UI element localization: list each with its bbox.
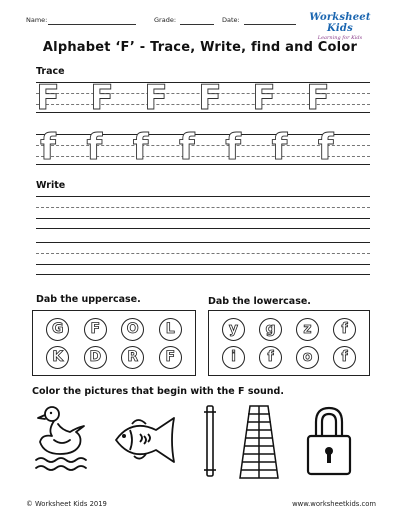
write-mid [36, 253, 370, 254]
write-bottom [36, 274, 370, 275]
grade-label: Grade: [154, 16, 177, 24]
dab-uppercase-label: Dab the uppercase. [36, 294, 141, 305]
trace-letter[interactable]: f [40, 127, 56, 168]
dab-letter-circle[interactable]: i [222, 346, 245, 369]
trace-letter[interactable]: F [144, 78, 168, 118]
write-lines-2[interactable] [36, 242, 370, 278]
padlock-icon[interactable] [304, 404, 354, 478]
trace-letter[interactable]: F [306, 78, 330, 118]
dab-letter-circle[interactable]: R [121, 346, 144, 369]
dab-lowercase-box [208, 310, 370, 376]
name-line [48, 24, 136, 25]
write-base [36, 218, 370, 219]
color-pictures [32, 404, 372, 484]
name-label: Name: [26, 16, 48, 24]
trace-lowercase-row [36, 127, 370, 168]
trace-letter[interactable]: f [271, 127, 288, 168]
dab-letter-circle[interactable]: L [159, 318, 182, 341]
trace-letter[interactable]: F [252, 78, 276, 118]
worksheet-header [26, 12, 378, 41]
flute-icon[interactable] [202, 404, 218, 478]
dab-letter-circle[interactable]: z [296, 318, 319, 341]
write-top [36, 242, 370, 243]
trace-letter[interactable]: f [225, 127, 241, 168]
dab-letter-circle[interactable]: F [84, 318, 107, 341]
dab-letter-circle[interactable]: g [259, 318, 282, 341]
date-field [222, 16, 240, 24]
write-base [36, 264, 370, 265]
trace-uppercase-row [36, 78, 370, 118]
dab-letter-circle[interactable]: F [159, 346, 182, 369]
dab-letter-circle[interactable]: G [46, 318, 69, 341]
grade-line [180, 24, 214, 25]
page-title: Alphabet ‘F’ - Trace, Write, find and Color [42, 40, 358, 55]
xylophone-icon[interactable] [236, 404, 282, 480]
footer-copyright: © Worksheet Kids 2019 [26, 500, 107, 508]
write-bottom [36, 228, 370, 229]
dab-letter-circle[interactable]: f [333, 346, 356, 369]
dab-letter-circle[interactable]: f [259, 346, 282, 369]
dab-letter-circle[interactable]: y [222, 318, 245, 341]
dab-letter-circle[interactable]: K [46, 346, 69, 369]
write-lines-1[interactable] [36, 196, 370, 232]
footer-url[interactable]: www.worksheetkids.com [292, 500, 376, 508]
worksheet-kids-logo [302, 12, 378, 41]
write-top [36, 196, 370, 197]
dab-letter-circle[interactable]: f [333, 318, 356, 341]
color-label: Color the pictures that begin with the F sound. [32, 386, 284, 397]
trace-letter[interactable]: F [198, 78, 222, 118]
grade-field [154, 16, 176, 24]
dab-uppercase-box [32, 310, 196, 376]
trace-label: Trace [36, 66, 65, 77]
trace-letter[interactable]: F [90, 78, 114, 118]
date-line [244, 24, 296, 25]
write-mid [36, 207, 370, 208]
trace-letter[interactable]: f [179, 127, 195, 168]
trace-letter[interactable]: f [132, 127, 149, 168]
trace-letter[interactable]: f [86, 127, 103, 168]
dab-letter-circle[interactable]: O [121, 318, 144, 341]
dab-letter-circle[interactable]: o [296, 346, 319, 369]
trace-letter[interactable]: F [36, 78, 60, 118]
dab-letter-circle[interactable]: D [84, 346, 107, 369]
brand-title: Worksheet Kids [309, 12, 371, 34]
brand-subtitle: Learning for Kids [317, 35, 363, 41]
trace-letter[interactable]: f [317, 127, 334, 168]
date-label: Date: [222, 16, 240, 24]
write-label: Write [36, 180, 66, 191]
name-field [26, 16, 47, 24]
dab-lowercase-label: Dab the lowercase. [208, 296, 311, 307]
duck-icon[interactable] [32, 404, 92, 476]
fish-icon[interactable] [112, 412, 180, 468]
